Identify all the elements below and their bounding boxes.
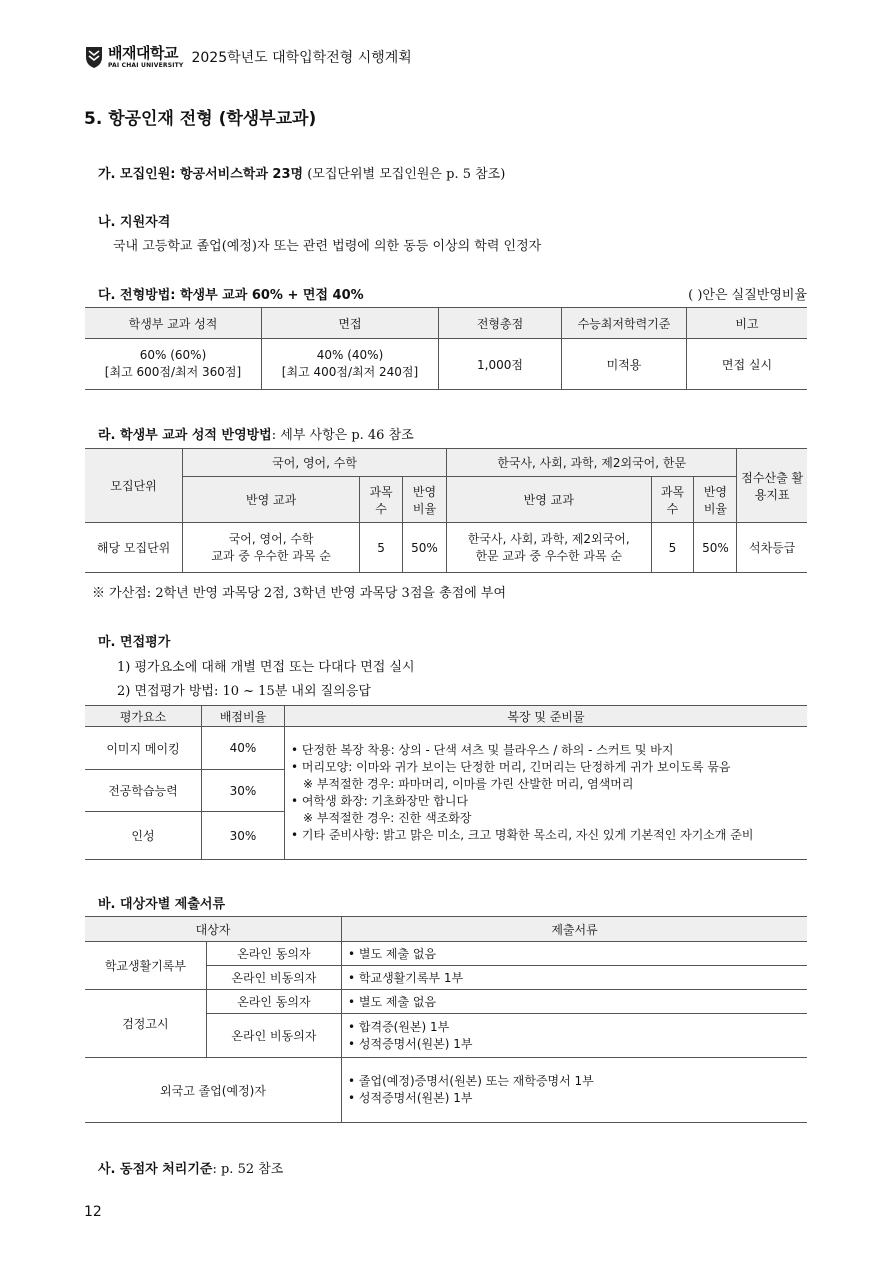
- applicant-type: 온라인 동의자: [206, 942, 341, 966]
- documents-label: 바. 대상자별 제출서류: [98, 897, 226, 912]
- interview-heading: [98, 631, 170, 650]
- interview-header: 복장 및 준비물: [285, 706, 808, 727]
- grade-cell: 50%: [403, 523, 447, 573]
- page-header: [84, 40, 412, 74]
- grade-cell: 5: [651, 523, 694, 573]
- interview-factor: 인성: [85, 812, 202, 860]
- grade-cell: [183, 523, 360, 573]
- attire-note: • 기타 준비사항: 밝고 맑은 미소, 크고 명확한 목소리, 자신 있게 기본적인 자기소개 준비: [291, 828, 754, 842]
- method-label: 다. 전형방법: 학생부 교과 60% + 면접 40%: [98, 288, 364, 303]
- recruit-label: 가. 모집인원: 항공서비스학과 23명: [98, 167, 304, 182]
- grade-cell: 석차등급: [737, 523, 807, 573]
- grade-table: [85, 448, 807, 573]
- grade-cell-text: 교과 중 우수한 과목 순: [211, 548, 331, 563]
- interview-header: 평가요소: [85, 706, 202, 727]
- grade-cell-text: 국어, 영어, 수학: [228, 531, 314, 546]
- method-cell-text: 60% (60%): [139, 348, 207, 362]
- attire-note: • 단정한 복장 착용: 상의 - 단색 셔츠 및 블라우스 / 하의 - 스커트 및 바지: [291, 743, 674, 757]
- document-cell: • 별도 제출 없음: [342, 942, 808, 966]
- document-item: • 성적증명서(원본) 1부: [348, 1036, 473, 1051]
- document-cell: • 학교생활기록부 1부: [342, 966, 808, 990]
- tie-note: : p. 52 참조: [212, 1162, 284, 1177]
- interview-ratio: 40%: [202, 727, 285, 770]
- recruit-line: [98, 163, 505, 182]
- document-item: • 졸업(예정)증명서(원본) 또는 재학증명서 1부: [348, 1074, 594, 1088]
- grade-header: 과목 수: [651, 477, 694, 523]
- method-cell-text: [최고 400점/최저 240점]: [281, 365, 419, 379]
- method-cell-text: [최고 600점/최저 360점]: [104, 365, 242, 379]
- method-cell: 1,000점: [439, 339, 562, 390]
- grade-cell-text: 한국사, 사회, 과학, 제2외국어,: [467, 531, 630, 546]
- brand: [108, 43, 184, 69]
- attire-note: • 여학생 화장: 기초화장만 합니다: [291, 794, 469, 808]
- interview-header: 배점비율: [202, 706, 285, 727]
- document-cell: [342, 1014, 808, 1058]
- brand-english: PAI CHAI UNIVERSITY: [108, 61, 184, 69]
- brand-korean: 배재대학교: [108, 43, 178, 62]
- grade-cell-text: 한문 교과 중 우수한 과목 순: [475, 548, 623, 563]
- applicant-type: 온라인 비동의자: [206, 966, 341, 990]
- section-title: 5. 항공인재 전형 (학생부교과): [84, 109, 317, 129]
- grade-cell: [446, 523, 651, 573]
- method-cell: [262, 339, 439, 390]
- method-cell: 미적용: [562, 339, 687, 390]
- grade-header: 반영 비율: [403, 477, 447, 523]
- grade-cell: 해당 모집단위: [85, 523, 183, 573]
- recruit-note: (모집단위별 모집인원은 p. 5 참조): [307, 167, 506, 182]
- method-note: ( )안은 실질반영비율: [688, 288, 807, 303]
- interview-ratio: 30%: [202, 770, 285, 812]
- eligibility-text: 국내 고등학교 졸업(예정)자 또는 관련 법령에 의한 동등 이상의 학력 인정자: [113, 239, 542, 254]
- grade-note: : 세부 사항은 p. 46 참조: [271, 428, 414, 443]
- interview-table: [85, 705, 807, 860]
- grade-header: 모집단위: [85, 449, 183, 523]
- method-header: 비고: [687, 308, 808, 339]
- document-cell: [342, 1058, 808, 1123]
- method-cell: 면접 실시: [687, 339, 808, 390]
- attire-notes: [285, 727, 808, 860]
- applicant-group: 검정고시: [85, 990, 206, 1058]
- attire-note: ※ 부적절한 경우: 진한 색조화장: [303, 811, 472, 825]
- method-header: 수능최저학력기준: [562, 308, 687, 339]
- method-heading: [98, 284, 364, 303]
- attire-note: • 머리모양: 이마와 귀가 보이는 단정한 머리, 긴머리는 단정하게 귀가 보이도록 묶음: [291, 760, 731, 774]
- documents-header: 대상자: [85, 917, 342, 942]
- interview-factor: 이미지 메이킹: [85, 727, 202, 770]
- documents-header: 제출서류: [342, 917, 808, 942]
- header-title: 2025학년도 대학입학전형 시행계획: [191, 50, 412, 66]
- document-cell: • 별도 제출 없음: [342, 990, 808, 1014]
- grade-label: 라. 학생부 교과 성적 반영방법: [98, 428, 272, 443]
- method-cell-text: 40% (40%): [316, 348, 384, 362]
- interview-item-1: 1) 평가요소에 대해 개별 면접 또는 다대다 면접 실시: [117, 660, 415, 675]
- method-table: [85, 307, 807, 390]
- eligibility-label: 나. 지원자격: [98, 215, 171, 230]
- interview-item-2: 2) 면접평가 방법: 10 ~ 15분 내외 질의응답: [117, 684, 371, 699]
- document-item: • 합격증(원본) 1부: [348, 1019, 450, 1034]
- applicant-type: 온라인 비동의자: [206, 1014, 341, 1058]
- documents-table: [85, 916, 807, 1123]
- method-header: 면접: [262, 308, 439, 339]
- grade-header: 과목 수: [360, 477, 403, 523]
- grade-header: 반영 비율: [694, 477, 737, 523]
- documents-heading: [98, 893, 225, 912]
- tie-heading: [98, 1158, 283, 1177]
- interview-factor: 전공학습능력: [85, 770, 202, 812]
- grade-header: 반영 교과: [183, 477, 360, 523]
- grade-heading: [98, 424, 414, 443]
- grade-header: 국어, 영어, 수학: [183, 449, 447, 477]
- grade-header: 한국사, 사회, 과학, 제2외국어, 한문: [446, 449, 736, 477]
- university-shield-icon: [84, 45, 104, 69]
- attire-note: ※ 부적절한 경우: 파마머리, 이마를 가린 산발한 머리, 염색머리: [303, 777, 634, 791]
- interview-label: 마. 면접평가: [98, 635, 171, 650]
- interview-ratio: 30%: [202, 812, 285, 860]
- grade-cell: 50%: [694, 523, 737, 573]
- method-cell: [85, 339, 262, 390]
- applicant-group: 학교생활기록부: [85, 942, 206, 990]
- grade-cell: 5: [360, 523, 403, 573]
- tie-label: 사. 동점자 처리기준: [98, 1162, 213, 1177]
- applicant-group: 외국고 졸업(예정)자: [85, 1058, 342, 1123]
- grade-header: 점수산출 활용지표: [737, 449, 807, 523]
- eligibility-heading: [98, 211, 170, 230]
- bonus-footnote: ※ 가산점: 2학년 반영 과목당 2점, 3학년 반영 과목당 3점을 총점에 부여: [92, 586, 507, 601]
- method-header: 학생부 교과 성적: [85, 308, 262, 339]
- applicant-type: 온라인 동의자: [206, 990, 341, 1014]
- method-header: 전형총점: [439, 308, 562, 339]
- document-item: • 성적증명서(원본) 1부: [348, 1091, 473, 1105]
- page-number: 12: [84, 1204, 102, 1220]
- grade-header: 반영 교과: [446, 477, 651, 523]
